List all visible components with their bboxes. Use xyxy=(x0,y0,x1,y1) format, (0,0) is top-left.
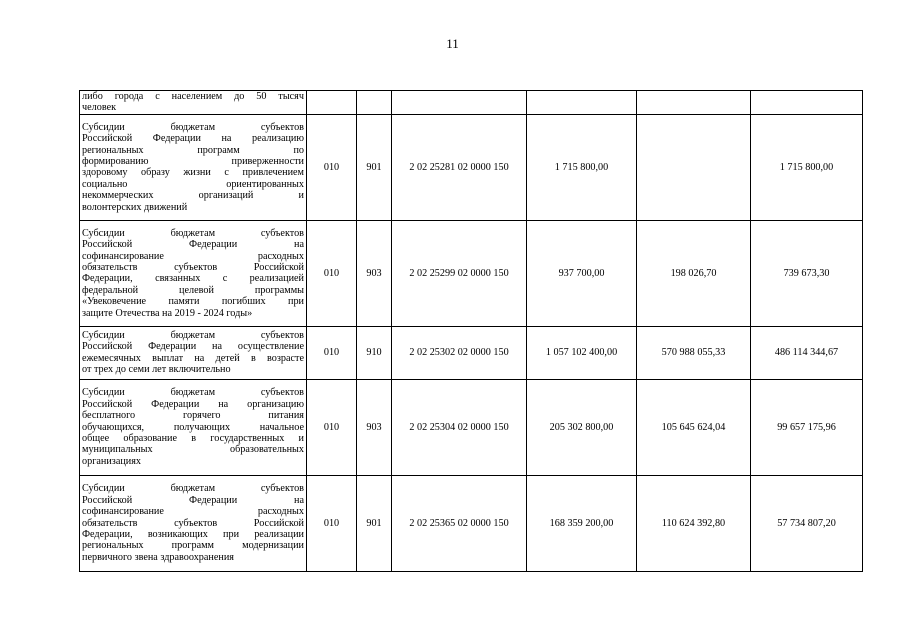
section-code-cell: 010 xyxy=(307,475,357,571)
description-line: общее образование в государственных и xyxy=(82,433,304,445)
description-line: здоровому образу жизни с привлечением xyxy=(82,167,304,179)
description-line: Субсидии бюджетам субъектов xyxy=(82,483,304,495)
description-line: Российской Федерации на реализацию xyxy=(82,133,304,145)
row-description xyxy=(80,379,307,475)
description-line: муниципальных образовательных xyxy=(82,444,304,456)
description-line: либо города с населением до 50 тысяч xyxy=(82,91,304,102)
description-line: Федерации, возникающих при реализации xyxy=(82,529,304,541)
grbs-code-cell: 903 xyxy=(357,220,392,326)
section-code-cell: 010 xyxy=(307,114,357,220)
description-line: региональных программ по xyxy=(82,144,304,156)
description-line: Российской Федерации на организацию xyxy=(82,398,304,410)
grbs-code-cell: 903 xyxy=(357,379,392,475)
amount-cell: 168 359 200,00 xyxy=(527,475,637,571)
description-line: организациях xyxy=(82,455,142,467)
grbs-code-cell: 910 xyxy=(357,326,392,379)
description-line: региональных программ модернизации xyxy=(82,540,304,552)
table-row xyxy=(80,114,863,220)
remainder-cell xyxy=(751,91,863,115)
remainder-cell: 739 673,30 xyxy=(751,220,863,326)
description-line: Российской Федерации на xyxy=(82,239,304,251)
description-line: волонтерских движений xyxy=(82,201,188,213)
description-line: ежемесячных выплат на детей в возрасте xyxy=(82,352,304,364)
executed-cell: 198 026,70 xyxy=(637,220,751,326)
description-line: обязательств субъектов Российской xyxy=(82,261,304,273)
description-line: защите Отечества на 2019 - 2024 годы» xyxy=(82,307,253,319)
description-line: бесплатного горячего питания xyxy=(82,410,304,422)
executed-cell: 110 624 392,80 xyxy=(637,475,751,571)
executed-cell: 570 988 055,33 xyxy=(637,326,751,379)
amount-cell: 1 057 102 400,00 xyxy=(527,326,637,379)
table-row xyxy=(80,379,863,475)
amount-cell: 1 715 800,00 xyxy=(527,114,637,220)
row-description xyxy=(80,326,307,379)
executed-cell xyxy=(637,91,751,115)
table-row xyxy=(80,475,863,571)
executed-cell: 105 645 624,04 xyxy=(637,379,751,475)
remainder-cell: 1 715 800,00 xyxy=(751,114,863,220)
row-description xyxy=(80,91,307,115)
description-line: Субсидии бюджетам субъектов xyxy=(82,387,304,399)
budget-classification-code-cell: 2 02 25365 02 0000 150 xyxy=(392,475,527,571)
description-line: Субсидии бюджетам субъектов xyxy=(82,227,304,239)
budget-classification-code-cell xyxy=(392,91,527,115)
budget-table-body xyxy=(80,91,863,572)
table-row xyxy=(80,326,863,379)
description-line: некоммерческих организаций и xyxy=(82,190,304,202)
remainder-cell: 57 734 807,20 xyxy=(751,475,863,571)
description-line: «Увековечение памяти погибших при xyxy=(82,296,304,308)
budget-classification-code-cell: 2 02 25299 02 0000 150 xyxy=(392,220,527,326)
row-description xyxy=(80,475,307,571)
description-line: первичного звена здравоохранения xyxy=(82,551,234,563)
executed-cell xyxy=(637,114,751,220)
grbs-code-cell: 901 xyxy=(357,475,392,571)
row-description xyxy=(80,114,307,220)
grbs-code-cell xyxy=(357,91,392,115)
description-line: от трех до семи лет включительно xyxy=(82,364,231,376)
description-line: формированию приверженности xyxy=(82,155,304,167)
description-line: Российской Федерации на xyxy=(82,494,304,506)
description-line: обязательств субъектов Российской xyxy=(82,517,304,529)
description-line: Субсидии бюджетам субъектов xyxy=(82,121,304,133)
section-code-cell: 010 xyxy=(307,379,357,475)
table-row xyxy=(80,91,863,115)
budget-classification-code-cell: 2 02 25302 02 0000 150 xyxy=(392,326,527,379)
budget-classification-code-cell: 2 02 25304 02 0000 150 xyxy=(392,379,527,475)
description-line: человек xyxy=(82,102,117,114)
amount-cell: 205 302 800,00 xyxy=(527,379,637,475)
remainder-cell: 99 657 175,96 xyxy=(751,379,863,475)
section-code-cell xyxy=(307,91,357,115)
grbs-code-cell: 901 xyxy=(357,114,392,220)
budget-table xyxy=(79,90,863,572)
row-description xyxy=(80,220,307,326)
description-line: обучающихся, получающих начальное xyxy=(82,421,304,433)
table-row xyxy=(80,220,863,326)
description-line: федеральной целевой программы xyxy=(82,284,304,296)
section-code-cell: 010 xyxy=(307,220,357,326)
description-line: Субсидии бюджетам субъектов xyxy=(82,330,304,341)
amount-cell: 937 700,00 xyxy=(527,220,637,326)
budget-classification-code-cell: 2 02 25281 02 0000 150 xyxy=(392,114,527,220)
remainder-cell: 486 114 344,67 xyxy=(751,326,863,379)
section-code-cell: 010 xyxy=(307,326,357,379)
description-line: социально ориентированных xyxy=(82,178,304,190)
description-line: софинансирование расходных xyxy=(82,506,304,518)
description-line: Федерации, связанных с реализацией xyxy=(82,273,304,285)
page-number: 11 xyxy=(446,36,459,51)
description-line: Российской Федерации на осуществление xyxy=(82,341,304,353)
description-line: софинансирование расходных xyxy=(82,250,304,262)
amount-cell xyxy=(527,91,637,115)
